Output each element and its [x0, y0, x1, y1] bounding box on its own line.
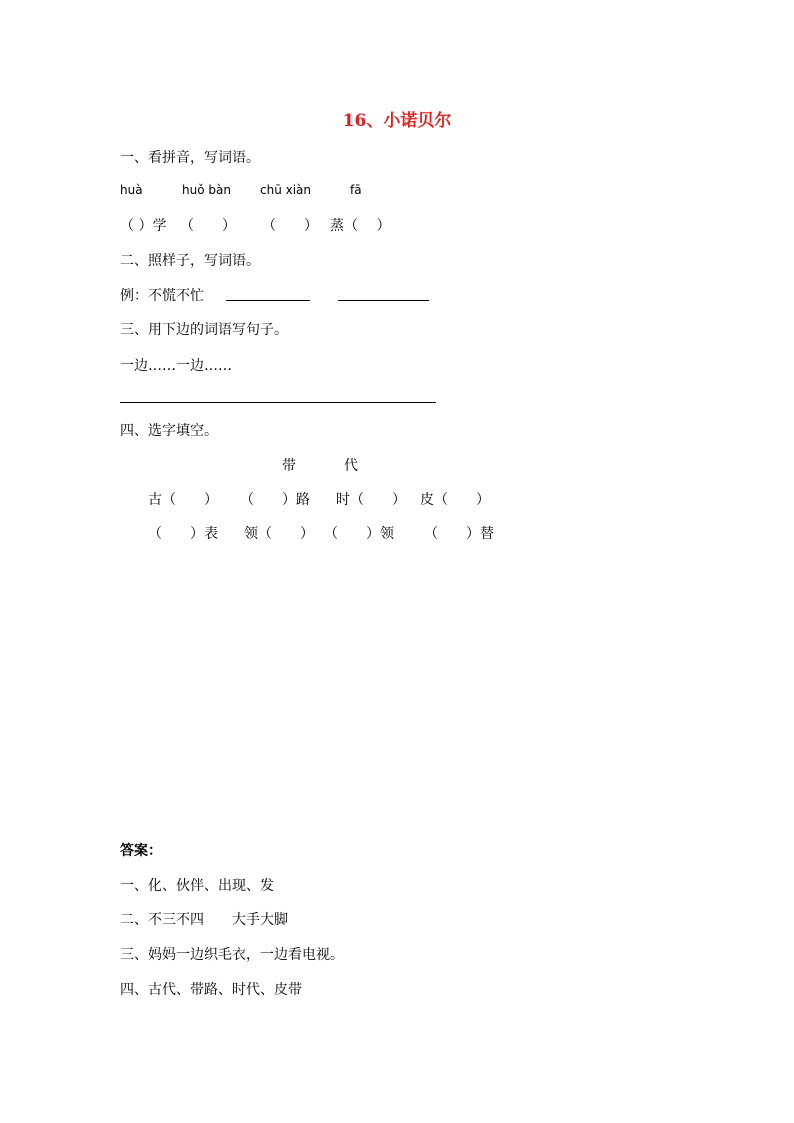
answer-line-section3: 三、妈妈一边织毛衣，一边看电视。 [120, 947, 344, 963]
page-title: 16、小诺贝尔 [342, 111, 452, 131]
section2-heading: 二、照样子，写词语。 [120, 253, 260, 269]
choice-1: 带 [282, 458, 296, 474]
section4-heading: 四、选字填空。 [120, 423, 218, 439]
fill-row1-item4: 皮（ ） [420, 492, 490, 508]
pinyin-3: chū xiàn [260, 183, 312, 197]
fill-row2-item1: （ ）表 [148, 526, 218, 542]
pinyin-1: huà [120, 183, 143, 197]
blank-4: 蒸（ ） [330, 218, 391, 234]
answers-heading: 答案： [120, 843, 162, 859]
blank-2: （ ） [180, 218, 236, 234]
example-text: 例：不慌不忙 [120, 288, 204, 304]
answer-line-section4: 四、古代、带路、时代、皮带 [120, 982, 302, 998]
fill-row1-item3: 时（ ） [336, 492, 406, 508]
fill-row2-item3: （ ）领 [324, 526, 394, 542]
fill-row2-item4: （ ）替 [424, 526, 494, 542]
answer-line-section2: 二、不三不四 大手大脚 [120, 912, 288, 928]
blank-1: （ ）学 [120, 218, 167, 234]
pinyin-2: huǒ bàn [182, 183, 231, 197]
sentence-line [120, 402, 436, 403]
pinyin-4: fā [350, 183, 362, 197]
fill-row2-item2: 领（ ） [244, 526, 314, 542]
phrase-text: 一边……一边…… [120, 358, 232, 374]
fill-row1-item1: 古（ ） [148, 492, 218, 508]
choice-2: 代 [344, 458, 358, 474]
answer-line-2 [338, 300, 429, 301]
answer-line-section1: 一、化、伙伴、出现、发 [120, 878, 274, 894]
section1-heading: 一、看拼音，写词语。 [120, 150, 260, 166]
fill-row1-item2: （ ）路 [240, 492, 310, 508]
section3-heading: 三、用下边的词语写句子。 [120, 322, 288, 338]
answer-line-1 [226, 300, 310, 301]
blank-3: （ ） [262, 218, 318, 234]
